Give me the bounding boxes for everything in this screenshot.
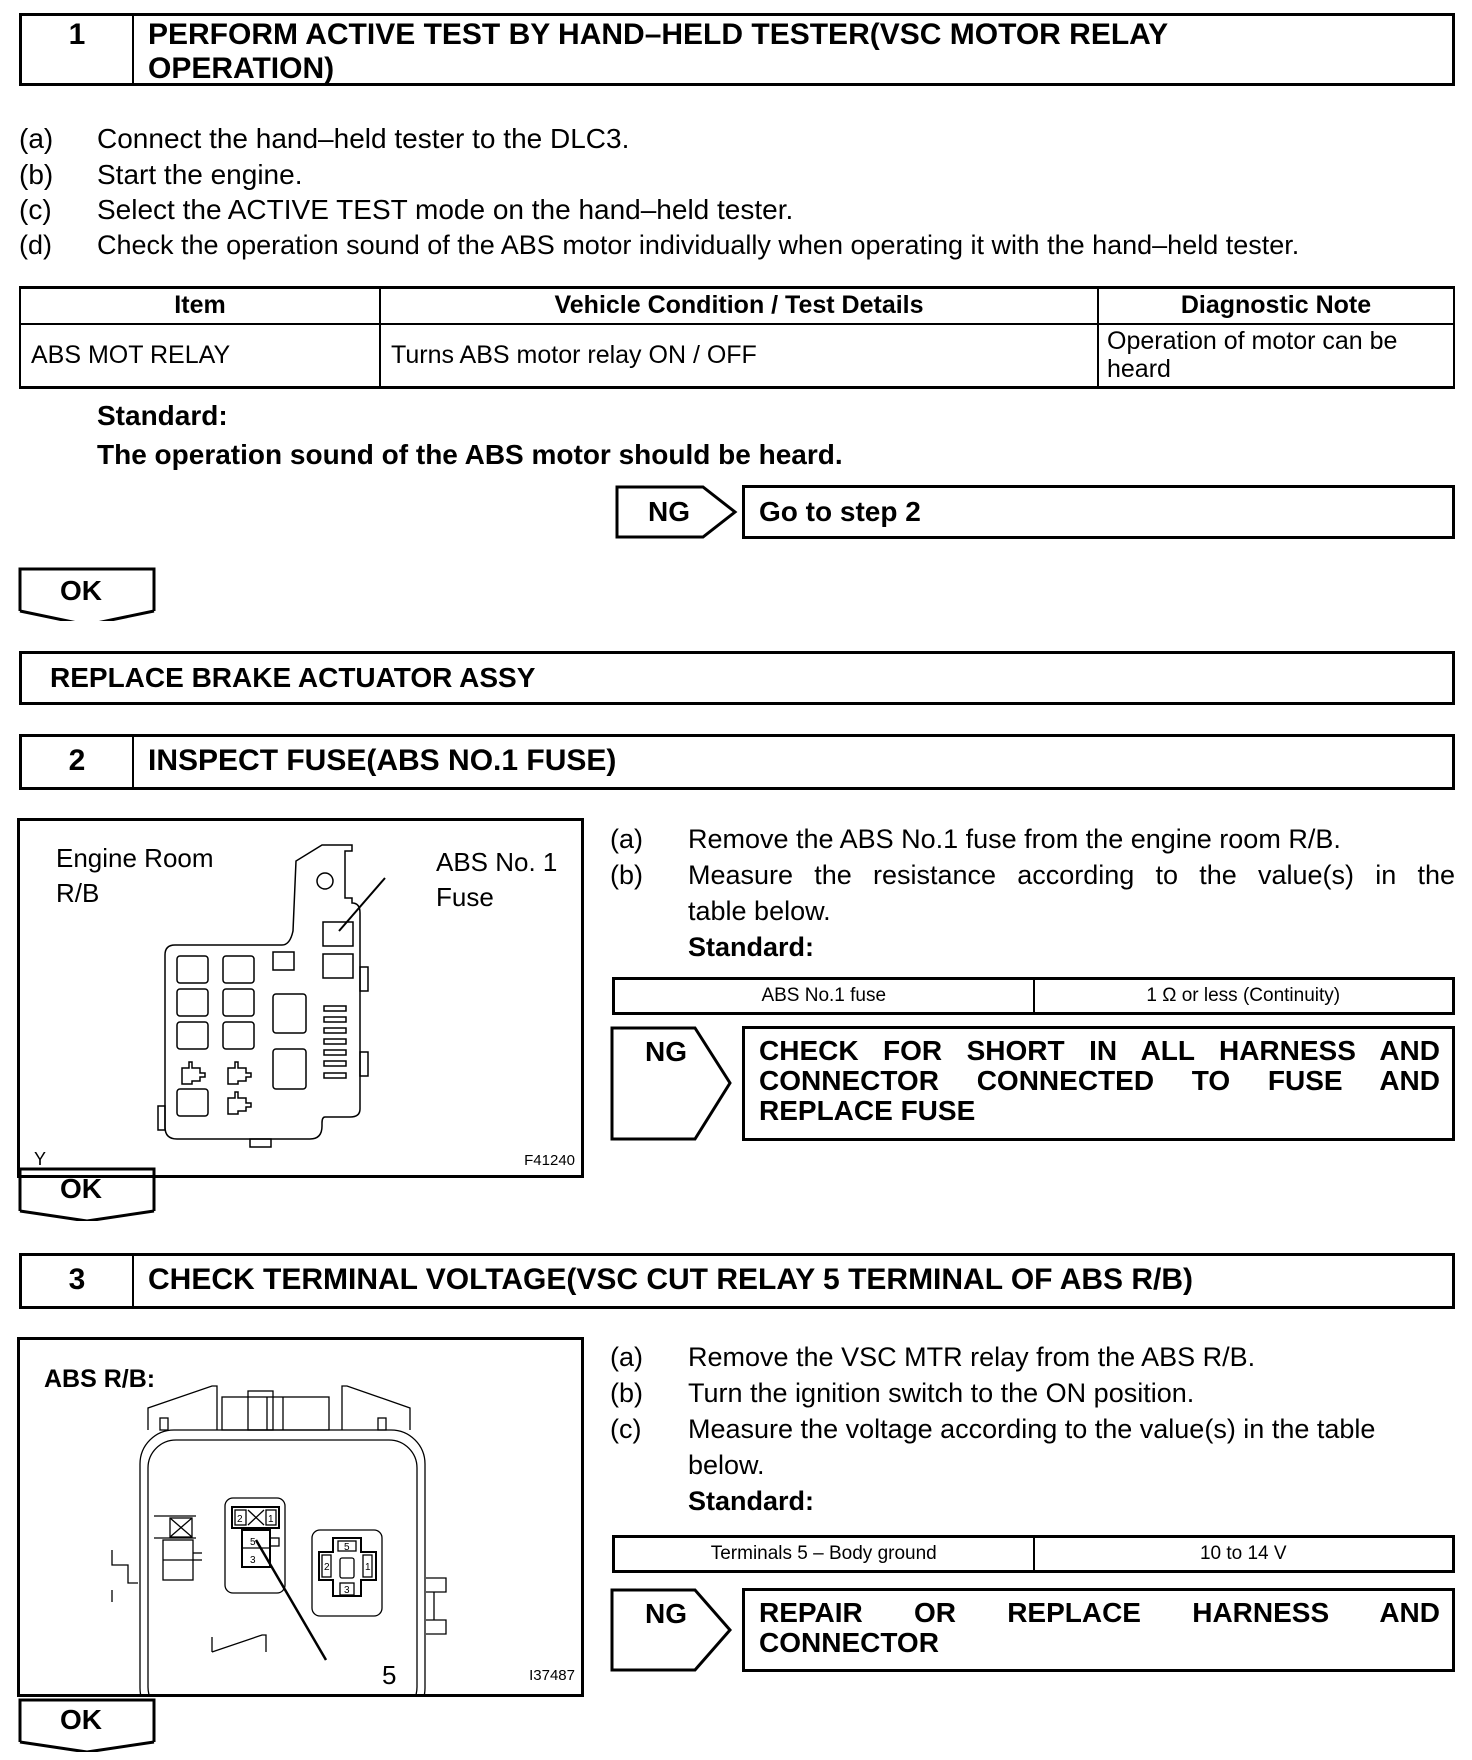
svg-text:1: 1 <box>268 1514 274 1525</box>
instruction-text: Measure the resistance according to the value(s) in the <box>688 860 1455 890</box>
instruction-text: Remove the VSC MTR relay from the ABS R/B. <box>688 1342 1256 1372</box>
ng-action-box[interactable] <box>742 1026 1455 1141</box>
ng-action-line: CHECK FOR SHORT IN ALL HARNESS AND <box>759 1035 1440 1066</box>
svg-text:3: 3 <box>344 1585 350 1596</box>
callout-label: Fuse <box>436 882 494 912</box>
ng-label: NG <box>648 496 690 527</box>
column-header: Diagnostic Note <box>1098 288 1454 324</box>
standard-text: The operation sound of the ABS motor should be heard. <box>97 439 843 470</box>
instruction-label: (b) <box>19 159 54 190</box>
instruction-text: Connect the hand–held tester to the DLC3. <box>97 123 630 154</box>
instruction-label: (a) <box>19 123 54 154</box>
instruction-text: Start the engine. <box>97 159 303 190</box>
step-2-header <box>19 734 1455 790</box>
ok-indicator <box>18 1698 156 1752</box>
replace-action-box[interactable] <box>19 651 1455 705</box>
figure-label: ABS R/B: <box>44 1365 156 1393</box>
ng-indicator <box>610 1588 736 1672</box>
ng-label: NG <box>645 1036 687 1067</box>
ng-action-line: CONNECTOR CONNECTED TO FUSE AND <box>759 1065 1440 1096</box>
instruction-text: Select the ACTIVE TEST mode on the hand–held tester. <box>97 194 794 225</box>
instruction-text: Measure the voltage according to the value(s) in the table <box>688 1414 1376 1444</box>
ng-action-line: CONNECTOR <box>759 1627 939 1658</box>
svg-text:1: 1 <box>365 1562 371 1573</box>
step-title <box>134 16 1452 83</box>
instruction-text-cont: table below. <box>688 896 831 926</box>
step-1-header <box>19 13 1455 86</box>
callout-label: 5 <box>382 1660 397 1690</box>
ng-action-box[interactable] <box>742 1588 1455 1672</box>
column-header: Vehicle Condition / Test Details <box>380 288 1098 324</box>
instruction-text: Check the operation sound of the ABS motor individually when operating it with the hand–held tester. <box>97 230 1300 260</box>
svg-text:5: 5 <box>344 1542 350 1553</box>
instruction-label: (c) <box>19 194 52 225</box>
svg-text:2: 2 <box>324 1562 330 1573</box>
table-cell: Terminals 5 – Body ground <box>614 1537 1034 1572</box>
step-number: 1 <box>22 16 134 83</box>
column-header: Item <box>20 288 380 324</box>
instruction-text: Turn the ignition switch to the ON position. <box>688 1378 1195 1408</box>
ng-action-line: REPAIR OR REPLACE HARNESS AND <box>759 1597 1440 1628</box>
ok-action-text: REPLACE BRAKE ACTUATOR ASSY <box>50 662 536 693</box>
table-row <box>614 1537 1454 1572</box>
standard-label: Standard: <box>688 1486 815 1516</box>
table-row <box>614 979 1454 1014</box>
step-3-header <box>19 1253 1455 1309</box>
ok-label: OK <box>60 575 102 606</box>
figure-id: F41240 <box>524 1152 575 1169</box>
table-header-row <box>20 288 1454 324</box>
step-title: INSPECT FUSE(ABS NO.1 FUSE) <box>148 744 617 777</box>
fuse-standard-table <box>612 977 1455 1015</box>
active-test-table <box>19 286 1455 389</box>
ng-action-box[interactable] <box>742 485 1455 539</box>
instruction-text-cont: below. <box>688 1450 765 1480</box>
standard-label: Standard: <box>688 932 815 962</box>
engine-room-rb-figure <box>17 818 584 1178</box>
table-cell: 1 Ω or less (Continuity) <box>1034 979 1454 1014</box>
table-cell: 10 to 14 V <box>1034 1537 1454 1572</box>
instruction-label: (c) <box>610 1414 642 1444</box>
svg-text:3: 3 <box>250 1555 256 1566</box>
figure-label: Engine Room <box>56 843 214 873</box>
table-cell: Operation of motor can be heard <box>1098 324 1454 388</box>
step-number: 3 <box>22 1256 134 1306</box>
instruction-label: (b) <box>610 1378 643 1408</box>
figure-id: I37487 <box>529 1667 575 1684</box>
table-cell: Turns ABS motor relay ON / OFF <box>380 324 1098 388</box>
instruction-label: (a) <box>610 1342 643 1372</box>
abs-relay-block-diagram-icon <box>20 1340 581 1694</box>
relay-block-diagram-icon <box>20 821 581 1175</box>
standard-label: Standard: <box>97 400 228 431</box>
ng-action-text: Go to step 2 <box>759 496 921 527</box>
svg-text:2: 2 <box>237 1514 243 1525</box>
ng-action-line: REPLACE FUSE <box>759 1095 976 1126</box>
instruction-text: Remove the ABS No.1 fuse from the engine room R/B. <box>688 824 1341 854</box>
step-title: CHECK TERMINAL VOLTAGE(VSC CUT RELAY 5 TERMINAL OF ABS R/B) <box>148 1263 1194 1296</box>
abs-rb-figure <box>17 1337 584 1697</box>
instruction-label: (a) <box>610 824 643 854</box>
ng-indicator <box>615 485 741 539</box>
table-cell: ABS No.1 fuse <box>614 979 1034 1014</box>
instruction-label: (b) <box>610 860 643 890</box>
ok-label: OK <box>60 1173 102 1204</box>
corner-mark: Y <box>34 1149 47 1169</box>
step-number: 2 <box>22 737 134 787</box>
instruction-label: (d) <box>19 230 52 260</box>
ok-indicator <box>18 1167 156 1221</box>
step-title-line: OPERATION) <box>148 52 335 85</box>
figure-label: R/B <box>56 878 100 908</box>
ok-label: OK <box>60 1704 102 1735</box>
ng-indicator <box>610 1026 736 1141</box>
ok-indicator <box>18 567 156 621</box>
voltage-standard-table <box>612 1535 1455 1573</box>
table-row <box>20 324 1454 388</box>
svg-text:5: 5 <box>250 1537 256 1548</box>
callout-label: ABS No. 1 <box>436 847 558 877</box>
step-title-line: PERFORM ACTIVE TEST BY HAND–HELD TESTER(VSC MOTOR RELAY <box>148 18 1169 51</box>
table-cell: ABS MOT RELAY <box>20 324 380 388</box>
ng-label: NG <box>645 1598 687 1629</box>
